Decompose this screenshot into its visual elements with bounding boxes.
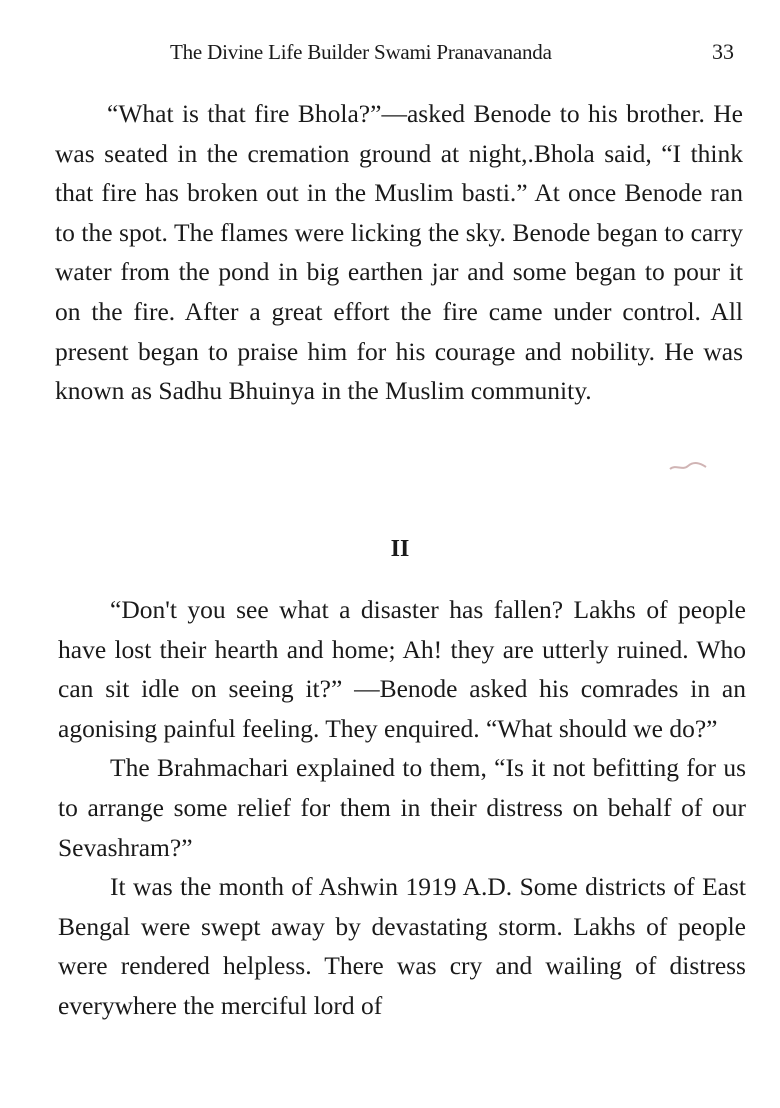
page-number: 33	[712, 39, 734, 64]
paragraph-disaster: “Don't you see what a disaster has fallen? Lakhs of people have lost their hearth and home; Ah! they are utterly ruined. Who can sit idle on seeing it?” —Benode asked his comrades in an agonising painful feeling. They enquired. “What should we do?”	[58, 595, 746, 743]
section-1-body	[55, 94, 743, 411]
section-heading: II	[390, 536, 410, 562]
section-2-body	[58, 590, 746, 1026]
running-head: The Divine Life Builder Swami Pranavananda	[170, 40, 552, 64]
paragraph-ashwin: It was the month of Ashwin 1919 A.D. Some districts of East Bengal were swept away by devastating storm. Lakhs of people were rendered helpless. There was cry and wailing of distress everywhere the merciful lord of	[58, 872, 746, 1020]
paragraph-fire: “What is that fire Bhola?”—asked Benode to his brother. He was seated in the cremation ground at night,.Bhola said, “I think that fire has broken out in the Muslim basti.” At once Benode ran to the spot. The flames were licking the sky. Benode began to carry water from the pond in big earthen jar and some began to pour it on the fire. After a great effort the fire came under control. All present began to praise him for his courage and nobility. He was known as Sadhu Bhuinya in the Muslim community.	[55, 99, 743, 406]
paragraph-brahmachari: The Brahmachari explained to them, “Is it not befitting for us to arrange some relief for them in their distress on behalf of our Sevashram?”	[58, 753, 746, 862]
ink-smudge	[668, 460, 708, 474]
